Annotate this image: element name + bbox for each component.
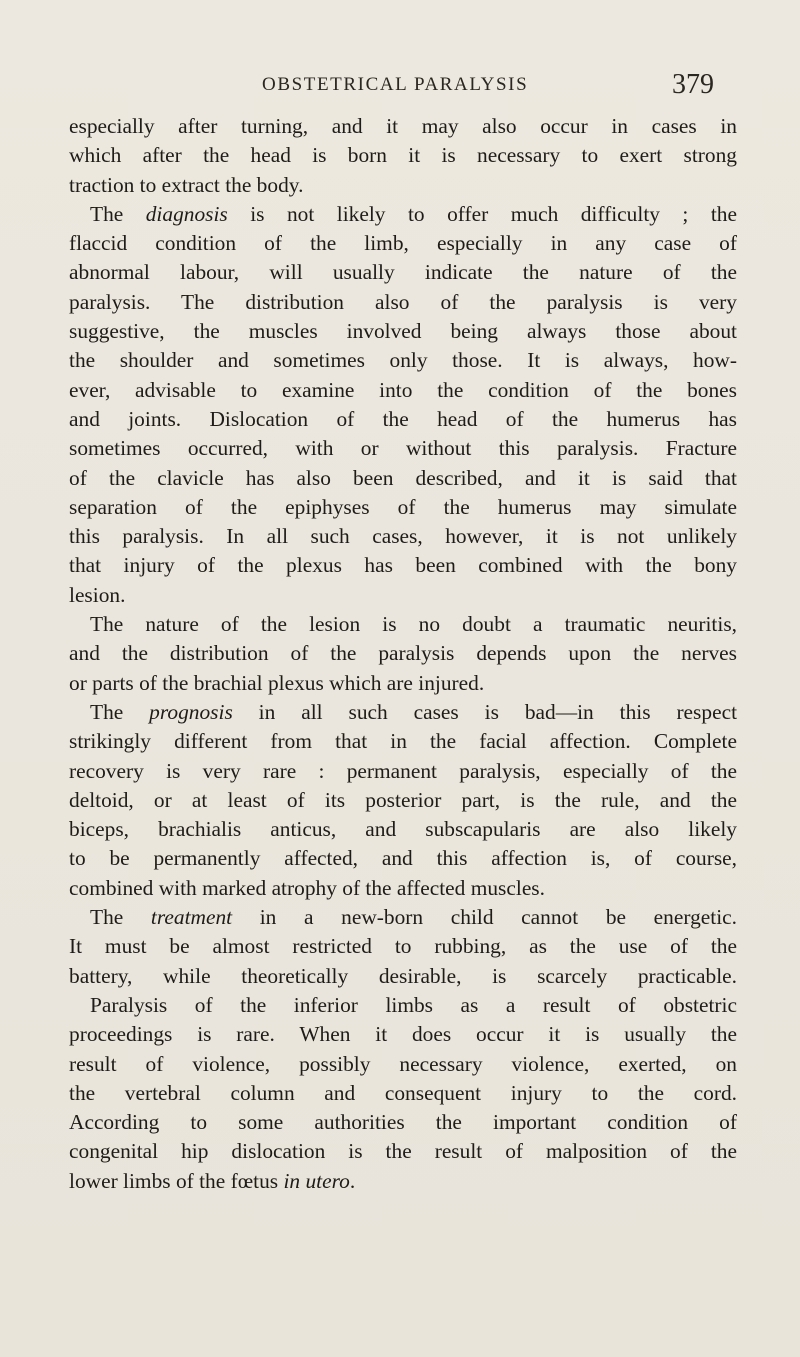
text-line [69,171,737,200]
italic-term: prognosis [149,699,233,724]
text-segment: proceedings is rare. When it does occur it is usually the [69,1022,737,1047]
text-segment: the vertebral column and consequent injury to the cord. [69,1080,737,1105]
text-line [69,1108,737,1137]
text-segment: It must be almost restricted to rubbing, as the use of the [69,934,737,959]
italic-term: in utero [283,1168,350,1193]
text-line [69,551,737,580]
text-segment: to be permanently affected, and this affection is, of course, [69,846,737,871]
italic-term: treatment [150,905,233,930]
text-line [69,141,737,170]
page-number: 379 [672,69,714,100]
text-line [69,962,737,991]
text-segment: The [90,201,146,226]
text-line [69,581,737,610]
text-segment: the shoulder and sometimes only those. It is always, how- [69,348,737,373]
text-line [69,434,737,463]
text-segment: The [90,905,151,930]
italic-term: diagnosis [145,201,228,226]
text-segment: Paralysis of the inferior limbs as a result of obstetric [90,992,737,1017]
text-line [69,1137,737,1166]
text-line [69,317,737,346]
text-segment: sometimes occurred, with or without this paralysis. Fracture [69,436,737,461]
text-line [69,522,737,551]
text-line [69,288,737,317]
text-segment: recovery is very rare : permanent paralysis, especially of the [69,758,737,783]
text-line [69,1079,737,1108]
text-line [69,727,737,756]
text-line [69,932,737,961]
text-segment: strikingly different from that in the facial affection. Complete [69,729,737,754]
text-segment: or parts of the brachial plexus which are injured. [69,670,485,695]
text-line [69,258,737,287]
text-segment: battery, while theoretically desirable, is scarcely practicable. [69,963,737,988]
text-line [69,815,737,844]
text-segment: which after the head is born it is necessary to exert strong [69,143,737,168]
text-line [69,1050,737,1079]
body-text [69,112,737,1196]
text-segment: suggestive, the muscles involved being always those about [69,319,737,344]
text-line [69,786,737,815]
text-line [69,112,737,141]
text-line [69,669,737,698]
text-line [69,610,737,639]
text-segment: deltoid, or at least of its posterior part, is the rule, and the [69,787,737,812]
text-segment: ever, advisable to examine into the condition of the bones [69,377,737,402]
text-segment: in all such cases is bad—in this respect [232,699,738,724]
text-segment: congenital hip dislocation is the result of malposition of the [69,1139,737,1164]
text-line [69,1020,737,1049]
text-line [69,493,737,522]
text-segment: paralysis. The distribution also of the paralysis is very [69,289,737,314]
text-line [69,405,737,434]
text-line [69,757,737,786]
text-segment: traction to extract the body. [69,172,304,197]
text-segment: of the clavicle has also been described, and it is said that [69,465,737,490]
text-segment: combined with marked atrophy of the affected muscles. [69,875,545,900]
text-line [69,991,737,1020]
text-segment: abnormal labour, will usually indicate the nature of the [69,260,737,285]
text-segment: and joints. Dislocation of the head of the humerus has [69,406,737,431]
text-line [69,464,737,493]
text-segment: is not likely to offer much difficulty ; the [227,201,737,226]
text-segment: result of violence, possibly necessary violence, exerted, on [69,1051,737,1076]
text-line [69,698,737,727]
text-segment: lower limbs of the fœtus [69,1168,284,1193]
text-segment: separation of the epiphyses of the humerus may simulate [69,494,737,519]
text-line [69,639,737,668]
text-segment: The [90,699,150,724]
text-segment: According to some authorities the important condition of [69,1110,737,1135]
text-segment: that injury of the plexus has been combined with the bony [69,553,737,578]
text-line [69,1167,737,1196]
text-segment: biceps, brachialis anticus, and subscapularis are also likely [69,817,737,842]
text-line [69,903,737,932]
text-segment: . [349,1168,356,1193]
text-line [69,229,737,258]
text-segment: this paralysis. In all such cases, however, it is not unlikely [69,524,737,549]
text-line [69,844,737,873]
text-line [69,200,737,229]
text-line [69,874,737,903]
text-line [69,376,737,405]
text-segment: The nature of the lesion is no doubt a traumatic neuritis, [90,612,737,637]
running-head-title: OBSTETRICAL PARALYSIS [262,74,529,95]
text-segment: and the distribution of the paralysis depends upon the nerves [69,641,737,666]
text-segment: in a new-born child cannot be energetic. [232,905,737,930]
text-segment: especially after turning, and it may also occur in cases in [69,114,737,138]
text-segment: flaccid condition of the limb, especially in any case of [69,231,737,256]
text-segment: lesion. [69,582,126,607]
text-line [69,346,737,375]
